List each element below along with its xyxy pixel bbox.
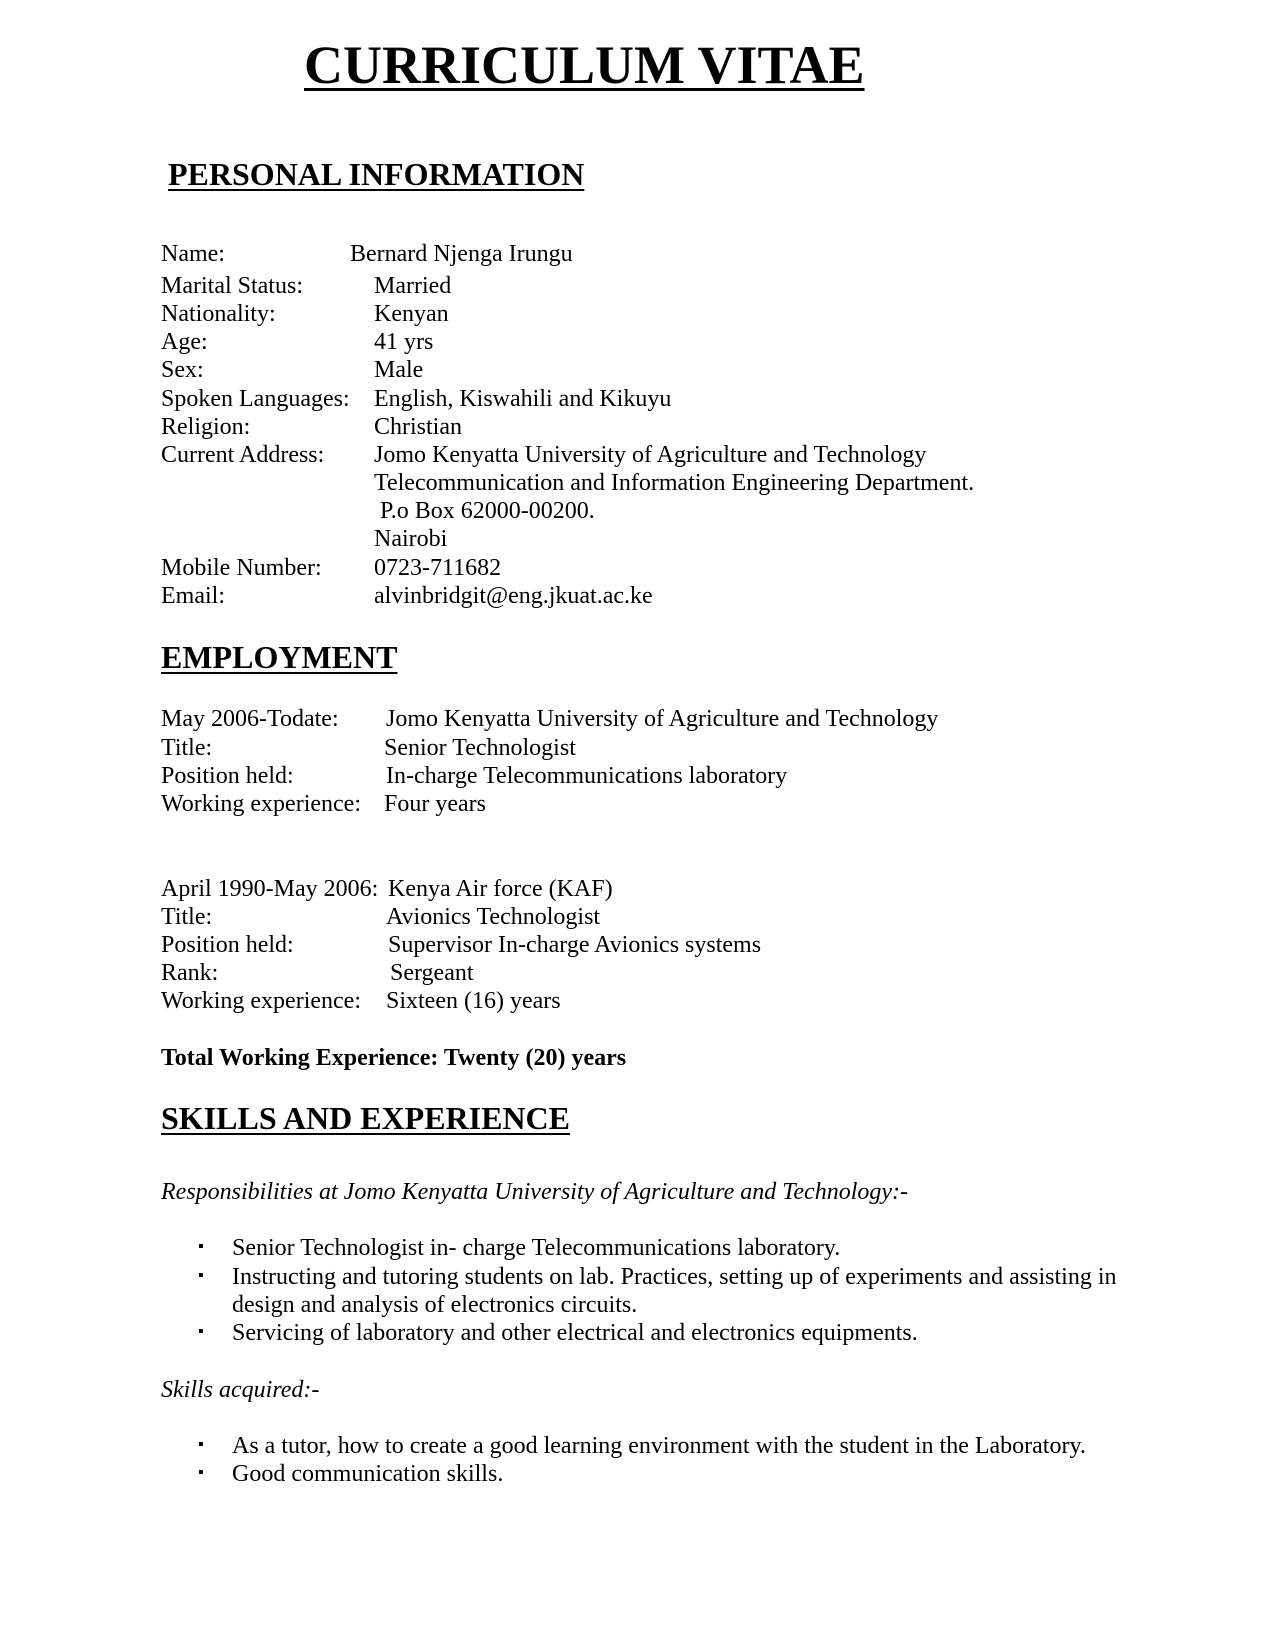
sex-label: Sex: [161,357,204,383]
responsibility-item: Senior Technologist in- charge Telecommunications laboratory. [232,1235,841,1261]
total-experience: Total Working Experience: Twenty (20) years [161,1045,627,1071]
marital-status-label: Marital Status: [161,273,303,299]
job2-position-label: Position held: [161,932,294,958]
address-line: P.o Box 62000-00200. [380,498,595,524]
skill-item: Good communication skills. [232,1461,504,1487]
responsibilities-intro: Responsibilities at Jomo Kenyatta University of Agriculture and Technology:- [161,1179,909,1205]
job1-title-label: Title: [161,735,213,761]
bullet-icon: ▪ [198,1323,204,1340]
job2-experience-value: Sixteen (16) years [386,988,561,1014]
address-line: Jomo Kenyatta University of Agriculture and Technology [374,442,927,468]
bullet-icon: ▪ [198,1464,204,1481]
responsibility-item-continued: design and analysis of electronics circuits. [232,1292,638,1318]
job1-position-value: In-charge Telecommunications laboratory [386,763,788,789]
skill-item: As a tutor, how to create a good learning environment with the student in the Laboratory. [232,1433,1086,1459]
responsibility-item: Instructing and tutoring students on lab. Practices, setting up of experiments and assisting in [232,1264,1117,1290]
personal-information-heading: PERSONAL INFORMATION [168,156,585,192]
job1-experience-label: Working experience: [161,791,361,817]
marital-status-value: Married [374,273,452,299]
address-line: Nairobi [374,526,448,552]
languages-value: English, Kiswahili and Kikuyu [374,386,672,412]
email-label: Email: [161,583,225,609]
job2-period: April 1990-May 2006: [161,876,379,902]
religion-value: Christian [374,414,462,440]
bullet-icon: ▪ [198,1267,204,1284]
address-label: Current Address: [161,442,325,468]
job2-position-value: Supervisor In-charge Avionics systems [388,932,762,958]
age-value: 41 yrs [374,329,434,355]
email-value: alvinbridgit@eng.jkuat.ac.ke [374,583,653,609]
job1-experience-value: Four years [384,791,486,817]
job2-title-label: Title: [161,904,213,930]
job1-period: May 2006-Todate: [161,706,339,732]
religion-label: Religion: [161,414,251,440]
employment-heading: EMPLOYMENT [161,639,398,675]
age-label: Age: [161,329,208,355]
skills-heading: SKILLS AND EXPERIENCE [161,1100,570,1136]
address-line: Telecommunication and Information Engineering Department. [374,470,975,496]
document-title: CURRICULUM VITAE [304,35,865,95]
mobile-label: Mobile Number: [161,555,322,581]
job2-experience-label: Working experience: [161,988,361,1014]
job2-title-value: Avionics Technologist [386,904,601,930]
languages-label: Spoken Languages: [161,386,350,412]
job1-title-value: Senior Technologist [384,735,576,761]
responsibility-item: Servicing of laboratory and other electrical and electronics equipments. [232,1320,918,1346]
job1-employer: Jomo Kenyatta University of Agriculture and Technology [386,706,939,732]
sex-value: Male [374,357,424,383]
bullet-icon: ▪ [198,1238,204,1255]
bullet-icon: ▪ [198,1436,204,1453]
nationality-value: Kenyan [374,301,449,327]
nationality-label: Nationality: [161,301,276,327]
job2-employer: Kenya Air force (KAF) [388,876,613,902]
job2-rank-label: Rank: [161,960,219,986]
name-value: Bernard Njenga Irungu [350,241,573,267]
name-label: Name: [161,241,225,267]
job1-position-label: Position held: [161,763,294,789]
mobile-value: 0723-711682 [374,555,502,581]
skills-intro: Skills acquired:- [161,1377,320,1403]
job2-rank-value: Sergeant [390,960,474,986]
